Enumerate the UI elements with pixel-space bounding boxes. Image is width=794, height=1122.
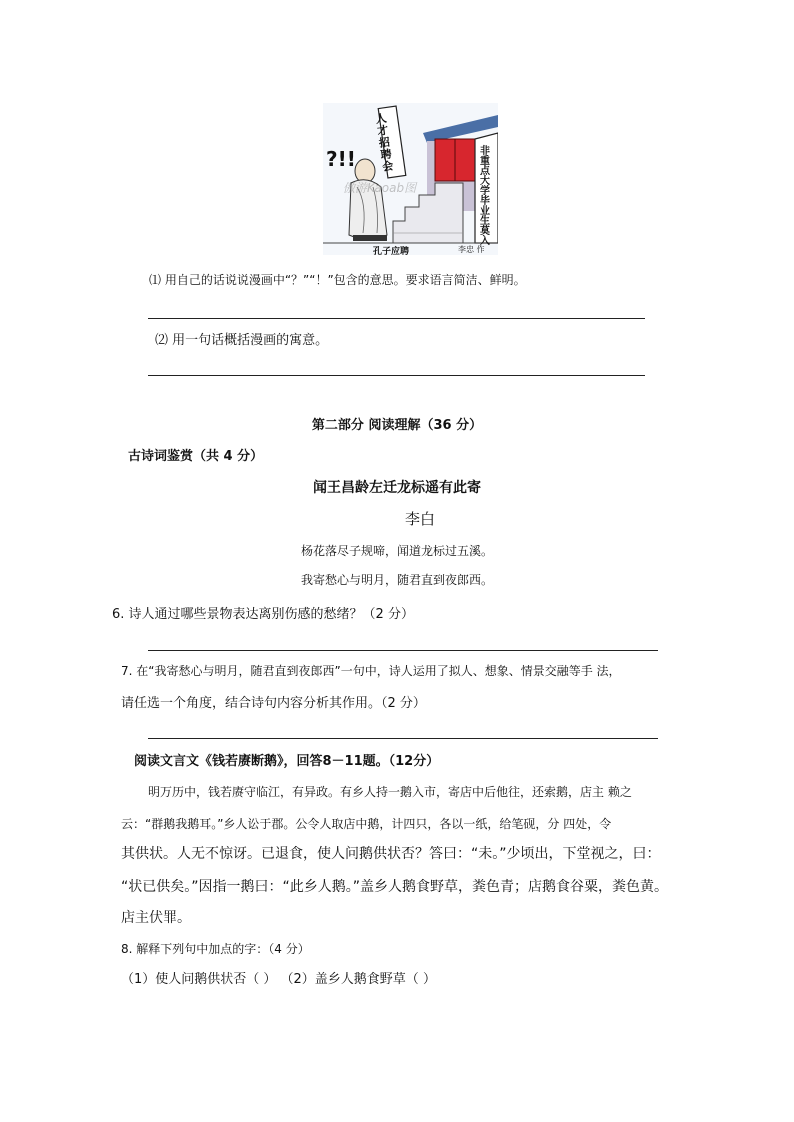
poem-title: 闻王昌龄左迁龙标遥有此寄 [313,480,481,496]
question-8-items: （1）使人问鹅供状否（ ） （2）盖乡人鹅食野草（ ） [121,972,436,987]
passage-line-5: 店主伏罪。 [121,910,191,926]
exclamation-marks: ?!! [326,147,356,171]
cartoon-illustration [323,103,498,255]
cartoon-caption: 孔子应聘 [373,247,410,257]
question-7-line-1: 7. 在“我寄愁心与明月，随君直到夜郎西”一句中，诗人运用了拟人、想象、情景交融等手 法， [121,664,621,678]
answer-line-7 [148,738,658,739]
poetry-heading: 古诗词鉴赏（共 4 分） [128,449,264,464]
question-2: ⑵ 用一句话概括漫画的寓意。 [155,333,329,348]
passage-line-2: 云：“群鹅我鹅耳。”乡人讼于郡。公令人取店中鹅，计四只，各以一纸，给笔砚，分 四处，令 [121,817,612,831]
part-title: 第二部分 阅读理解（36 分） [311,418,483,433]
question-8: 8. 解释下列句中加点的字：（4 分） [121,942,310,956]
question-6: 6. 诗人通过哪些景物表达离别伤感的愁绪？（2 分） [112,607,414,622]
watermark: 傲游Kaoab图 [343,181,417,195]
sign-restriction: 非重点大学毕业生莫入 [480,146,490,247]
sign-recruitment: 人才招聘会 [374,111,395,174]
cartoon-author: 李忠 作 [458,245,485,254]
question-7-line-2: 请任选一个角度，结合诗句内容分析其作用。（2 分） [121,696,426,711]
poem-author: 李白 [404,510,435,528]
poem-line-2: 我寄愁心与明月，随君直到夜郎西。 [300,573,493,587]
answer-line-6 [148,650,658,651]
passage-line-4: “状已供矣。”因指一鹅曰：“此乡人鹅。”盖乡人鹅食野草，粪色青；店鹅食谷粟，粪色黄。 [121,879,669,895]
passage-line-1: 明万历中，钱若赓守临江，有异政。有乡人持一鹅入市，寄店中后他往，还索鹅，店主 赖之 [148,785,632,799]
answer-line-2 [148,375,645,376]
poem-line-1: 杨花落尽子规啼，闻道龙标过五溪。 [300,544,493,558]
answer-line-1 [148,318,645,319]
classical-heading: 阅读文言文《钱若赓断鹅》，回答8－11题。（12分） [134,754,440,769]
question-1: ⑴ 用自己的话说说漫画中“？”“！”包含的意思。要求语言简洁、鲜明。 [149,273,526,287]
passage-line-3: 其供状。人无不惊讶。已退食，使人问鹅供状否？答曰：“未。”少顷出，下堂视之，曰： [121,846,661,862]
